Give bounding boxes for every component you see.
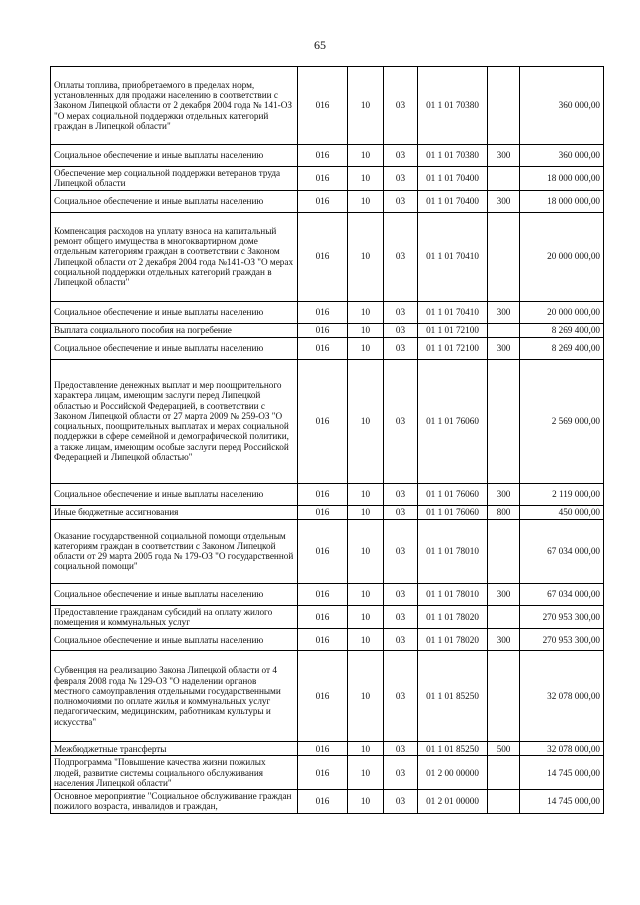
section-code: 10	[348, 337, 384, 359]
ministry-code: 016	[298, 629, 348, 651]
row-name: Межбюджетные трансферты	[51, 742, 298, 756]
target-code: 01 1 01 76060	[418, 483, 488, 505]
section-code: 10	[348, 323, 384, 337]
table-row	[51, 629, 604, 651]
expense-type-code: 300	[488, 337, 520, 359]
row-name: Социальное обеспечение и иные выплаты населению	[51, 301, 298, 323]
amount: 360 000,00	[520, 67, 604, 145]
table-row	[51, 359, 604, 483]
section-code: 10	[348, 145, 384, 167]
row-name: Оказание государственной социальной помощи отдельным категориям граждан в соответствии с Законом Липецкой области от 29 марта 2005 года № 179-ОЗ "О государственной социальной помощи"	[51, 519, 298, 583]
subsection-code: 03	[384, 167, 418, 191]
section-code: 10	[348, 505, 384, 519]
expense-type-code	[488, 790, 520, 814]
table-row	[51, 301, 604, 323]
subsection-code: 03	[384, 483, 418, 505]
section-code: 10	[348, 483, 384, 505]
row-name: Оплаты топлива, приобретаемого в пределах норм, установленных для продажи населению в соответствии с Законом Липецкой области от 2 декабря 2004 года № 141-ОЗ "О мерах социальной поддержки отдельных категорий граждан в Липецкой области"	[51, 67, 298, 145]
ministry-code: 016	[298, 756, 348, 790]
target-code: 01 1 01 72100	[418, 337, 488, 359]
table-row	[51, 583, 604, 605]
target-code: 01 1 01 70410	[418, 212, 488, 301]
section-code: 10	[348, 605, 384, 629]
page-number: 65	[314, 38, 326, 52]
section-code: 10	[348, 67, 384, 145]
expense-type-code: 300	[488, 483, 520, 505]
amount: 14 745 000,00	[520, 756, 604, 790]
table-row	[51, 756, 604, 790]
amount: 2 569 000,00	[520, 359, 604, 483]
ministry-code: 016	[298, 323, 348, 337]
expense-type-code	[488, 67, 520, 145]
ministry-code: 016	[298, 651, 348, 742]
table-row	[51, 167, 604, 191]
row-name: Подпрограмма "Повышение качества жизни пожилых людей, развитие системы социального обслуживания населения Липецкой области"	[51, 756, 298, 790]
row-name: Выплата социального пособия на погребение	[51, 323, 298, 337]
section-code: 10	[348, 190, 384, 212]
amount: 8 269 400,00	[520, 323, 604, 337]
row-name: Основное мероприятие "Социальное обслуживание граждан пожилого возраста, инвалидов и граждан,	[51, 790, 298, 814]
subsection-code: 03	[384, 337, 418, 359]
row-name: Предоставление денежных выплат и мер поощрительного характера лицам, имеющим заслуги перед Липецкой областью и Российской Федерацией, в соответствии с Законом Липецкой области от 27 марта 2009 № 259-ОЗ "О социальных, поощрительных выплатах и мерах социальной поддержки в сфере семейной и демографической политики, а также лицам, имеющим особые заслуги перед Российской Федерацией и Липецкой областью"	[51, 359, 298, 483]
row-name: Социальное обеспечение и иные выплаты населению	[51, 583, 298, 605]
target-code: 01 1 01 70400	[418, 190, 488, 212]
expense-type-code	[488, 519, 520, 583]
amount: 32 078 000,00	[520, 651, 604, 742]
ministry-code: 016	[298, 583, 348, 605]
subsection-code: 03	[384, 651, 418, 742]
subsection-code: 03	[384, 629, 418, 651]
budget-table	[50, 66, 604, 814]
ministry-code: 016	[298, 337, 348, 359]
expense-type-code	[488, 605, 520, 629]
ministry-code: 016	[298, 605, 348, 629]
subsection-code: 03	[384, 301, 418, 323]
amount: 32 078 000,00	[520, 742, 604, 756]
ministry-code: 016	[298, 519, 348, 583]
ministry-code: 016	[298, 67, 348, 145]
target-code: 01 1 01 78010	[418, 583, 488, 605]
ministry-code: 016	[298, 505, 348, 519]
subsection-code: 03	[384, 323, 418, 337]
amount: 18 000 000,00	[520, 167, 604, 191]
ministry-code: 016	[298, 790, 348, 814]
target-code: 01 1 01 78020	[418, 629, 488, 651]
row-name: Предоставление гражданам субсидий на оплату жилого помещения и коммунальных услуг	[51, 605, 298, 629]
target-code: 01 1 01 70380	[418, 145, 488, 167]
target-code: 01 1 01 70400	[418, 167, 488, 191]
expense-type-code: 300	[488, 629, 520, 651]
subsection-code: 03	[384, 742, 418, 756]
row-name: Субвенция на реализацию Закона Липецкой области от 4 февраля 2008 года № 129-ОЗ "О наделении органов местного самоуправления отдельными государственными полномочиями по оплате жилья и коммунальных услуг педагогическим, медицинским, работникам культуры и искусства"	[51, 651, 298, 742]
ministry-code: 016	[298, 167, 348, 191]
amount: 450 000,00	[520, 505, 604, 519]
section-code: 10	[348, 756, 384, 790]
row-name: Социальное обеспечение и иные выплаты населению	[51, 483, 298, 505]
section-code: 10	[348, 651, 384, 742]
row-name: Обеспечение мер социальной поддержки ветеранов труда Липецкой области	[51, 167, 298, 191]
target-code: 01 1 01 76060	[418, 505, 488, 519]
table-row	[51, 505, 604, 519]
subsection-code: 03	[384, 756, 418, 790]
ministry-code: 016	[298, 190, 348, 212]
subsection-code: 03	[384, 519, 418, 583]
amount: 20 000 000,00	[520, 212, 604, 301]
table-row	[51, 212, 604, 301]
table-row	[51, 605, 604, 629]
target-code: 01 2 01 00000	[418, 790, 488, 814]
subsection-code: 03	[384, 212, 418, 301]
amount: 270 953 300,00	[520, 605, 604, 629]
target-code: 01 1 01 76060	[418, 359, 488, 483]
amount: 270 953 300,00	[520, 629, 604, 651]
expense-type-code	[488, 359, 520, 483]
section-code: 10	[348, 519, 384, 583]
target-code: 01 1 01 70410	[418, 301, 488, 323]
table-row	[51, 337, 604, 359]
ministry-code: 016	[298, 483, 348, 505]
section-code: 10	[348, 359, 384, 483]
expense-type-code: 500	[488, 742, 520, 756]
section-code: 10	[348, 790, 384, 814]
row-name: Иные бюджетные ассигнования	[51, 505, 298, 519]
expense-type-code: 800	[488, 505, 520, 519]
budget-table-body	[51, 67, 604, 814]
amount: 8 269 400,00	[520, 337, 604, 359]
subsection-code: 03	[384, 359, 418, 483]
section-code: 10	[348, 212, 384, 301]
section-code: 10	[348, 583, 384, 605]
expense-type-code: 300	[488, 301, 520, 323]
row-name: Социальное обеспечение и иные выплаты населению	[51, 145, 298, 167]
subsection-code: 03	[384, 505, 418, 519]
subsection-code: 03	[384, 67, 418, 145]
target-code: 01 1 01 78010	[418, 519, 488, 583]
table-row	[51, 323, 604, 337]
target-code: 01 1 01 85250	[418, 651, 488, 742]
expense-type-code	[488, 167, 520, 191]
target-code: 01 1 01 72100	[418, 323, 488, 337]
section-code: 10	[348, 742, 384, 756]
target-code: 01 1 01 78020	[418, 605, 488, 629]
row-name: Социальное обеспечение и иные выплаты населению	[51, 190, 298, 212]
table-row	[51, 790, 604, 814]
table-row	[51, 519, 604, 583]
amount: 2 119 000,00	[520, 483, 604, 505]
amount: 360 000,00	[520, 145, 604, 167]
ministry-code: 016	[298, 359, 348, 483]
subsection-code: 03	[384, 145, 418, 167]
table-row	[51, 483, 604, 505]
amount: 67 034 000,00	[520, 519, 604, 583]
section-code: 10	[348, 167, 384, 191]
subsection-code: 03	[384, 583, 418, 605]
expense-type-code: 300	[488, 145, 520, 167]
subsection-code: 03	[384, 605, 418, 629]
table-row	[51, 651, 604, 742]
amount: 20 000 000,00	[520, 301, 604, 323]
target-code: 01 2 00 00000	[418, 756, 488, 790]
table-row	[51, 742, 604, 756]
expense-type-code: 300	[488, 190, 520, 212]
ministry-code: 016	[298, 212, 348, 301]
ministry-code: 016	[298, 145, 348, 167]
amount: 18 000 000,00	[520, 190, 604, 212]
expense-type-code	[488, 651, 520, 742]
table-row	[51, 190, 604, 212]
subsection-code: 03	[384, 190, 418, 212]
expense-type-code	[488, 212, 520, 301]
ministry-code: 016	[298, 742, 348, 756]
expense-type-code	[488, 323, 520, 337]
row-name: Социальное обеспечение и иные выплаты населению	[51, 629, 298, 651]
target-code: 01 1 01 85250	[418, 742, 488, 756]
section-code: 10	[348, 629, 384, 651]
amount: 14 745 000,00	[520, 790, 604, 814]
table-row	[51, 145, 604, 167]
row-name: Компенсация расходов на уплату взноса на капитальный ремонт общего имущества в многоквартирном доме отдельным категориям граждан в соответствии с Законом Липецкой области от 2 декабря 2004 года №141-ОЗ "О мерах социальной поддержки отдельных категорий граждан в Липецкой области"	[51, 212, 298, 301]
expense-type-code: 300	[488, 583, 520, 605]
row-name: Социальное обеспечение и иные выплаты населению	[51, 337, 298, 359]
section-code: 10	[348, 301, 384, 323]
expense-type-code	[488, 756, 520, 790]
ministry-code: 016	[298, 301, 348, 323]
table-row	[51, 67, 604, 145]
subsection-code: 03	[384, 790, 418, 814]
amount: 67 034 000,00	[520, 583, 604, 605]
target-code: 01 1 01 70380	[418, 67, 488, 145]
